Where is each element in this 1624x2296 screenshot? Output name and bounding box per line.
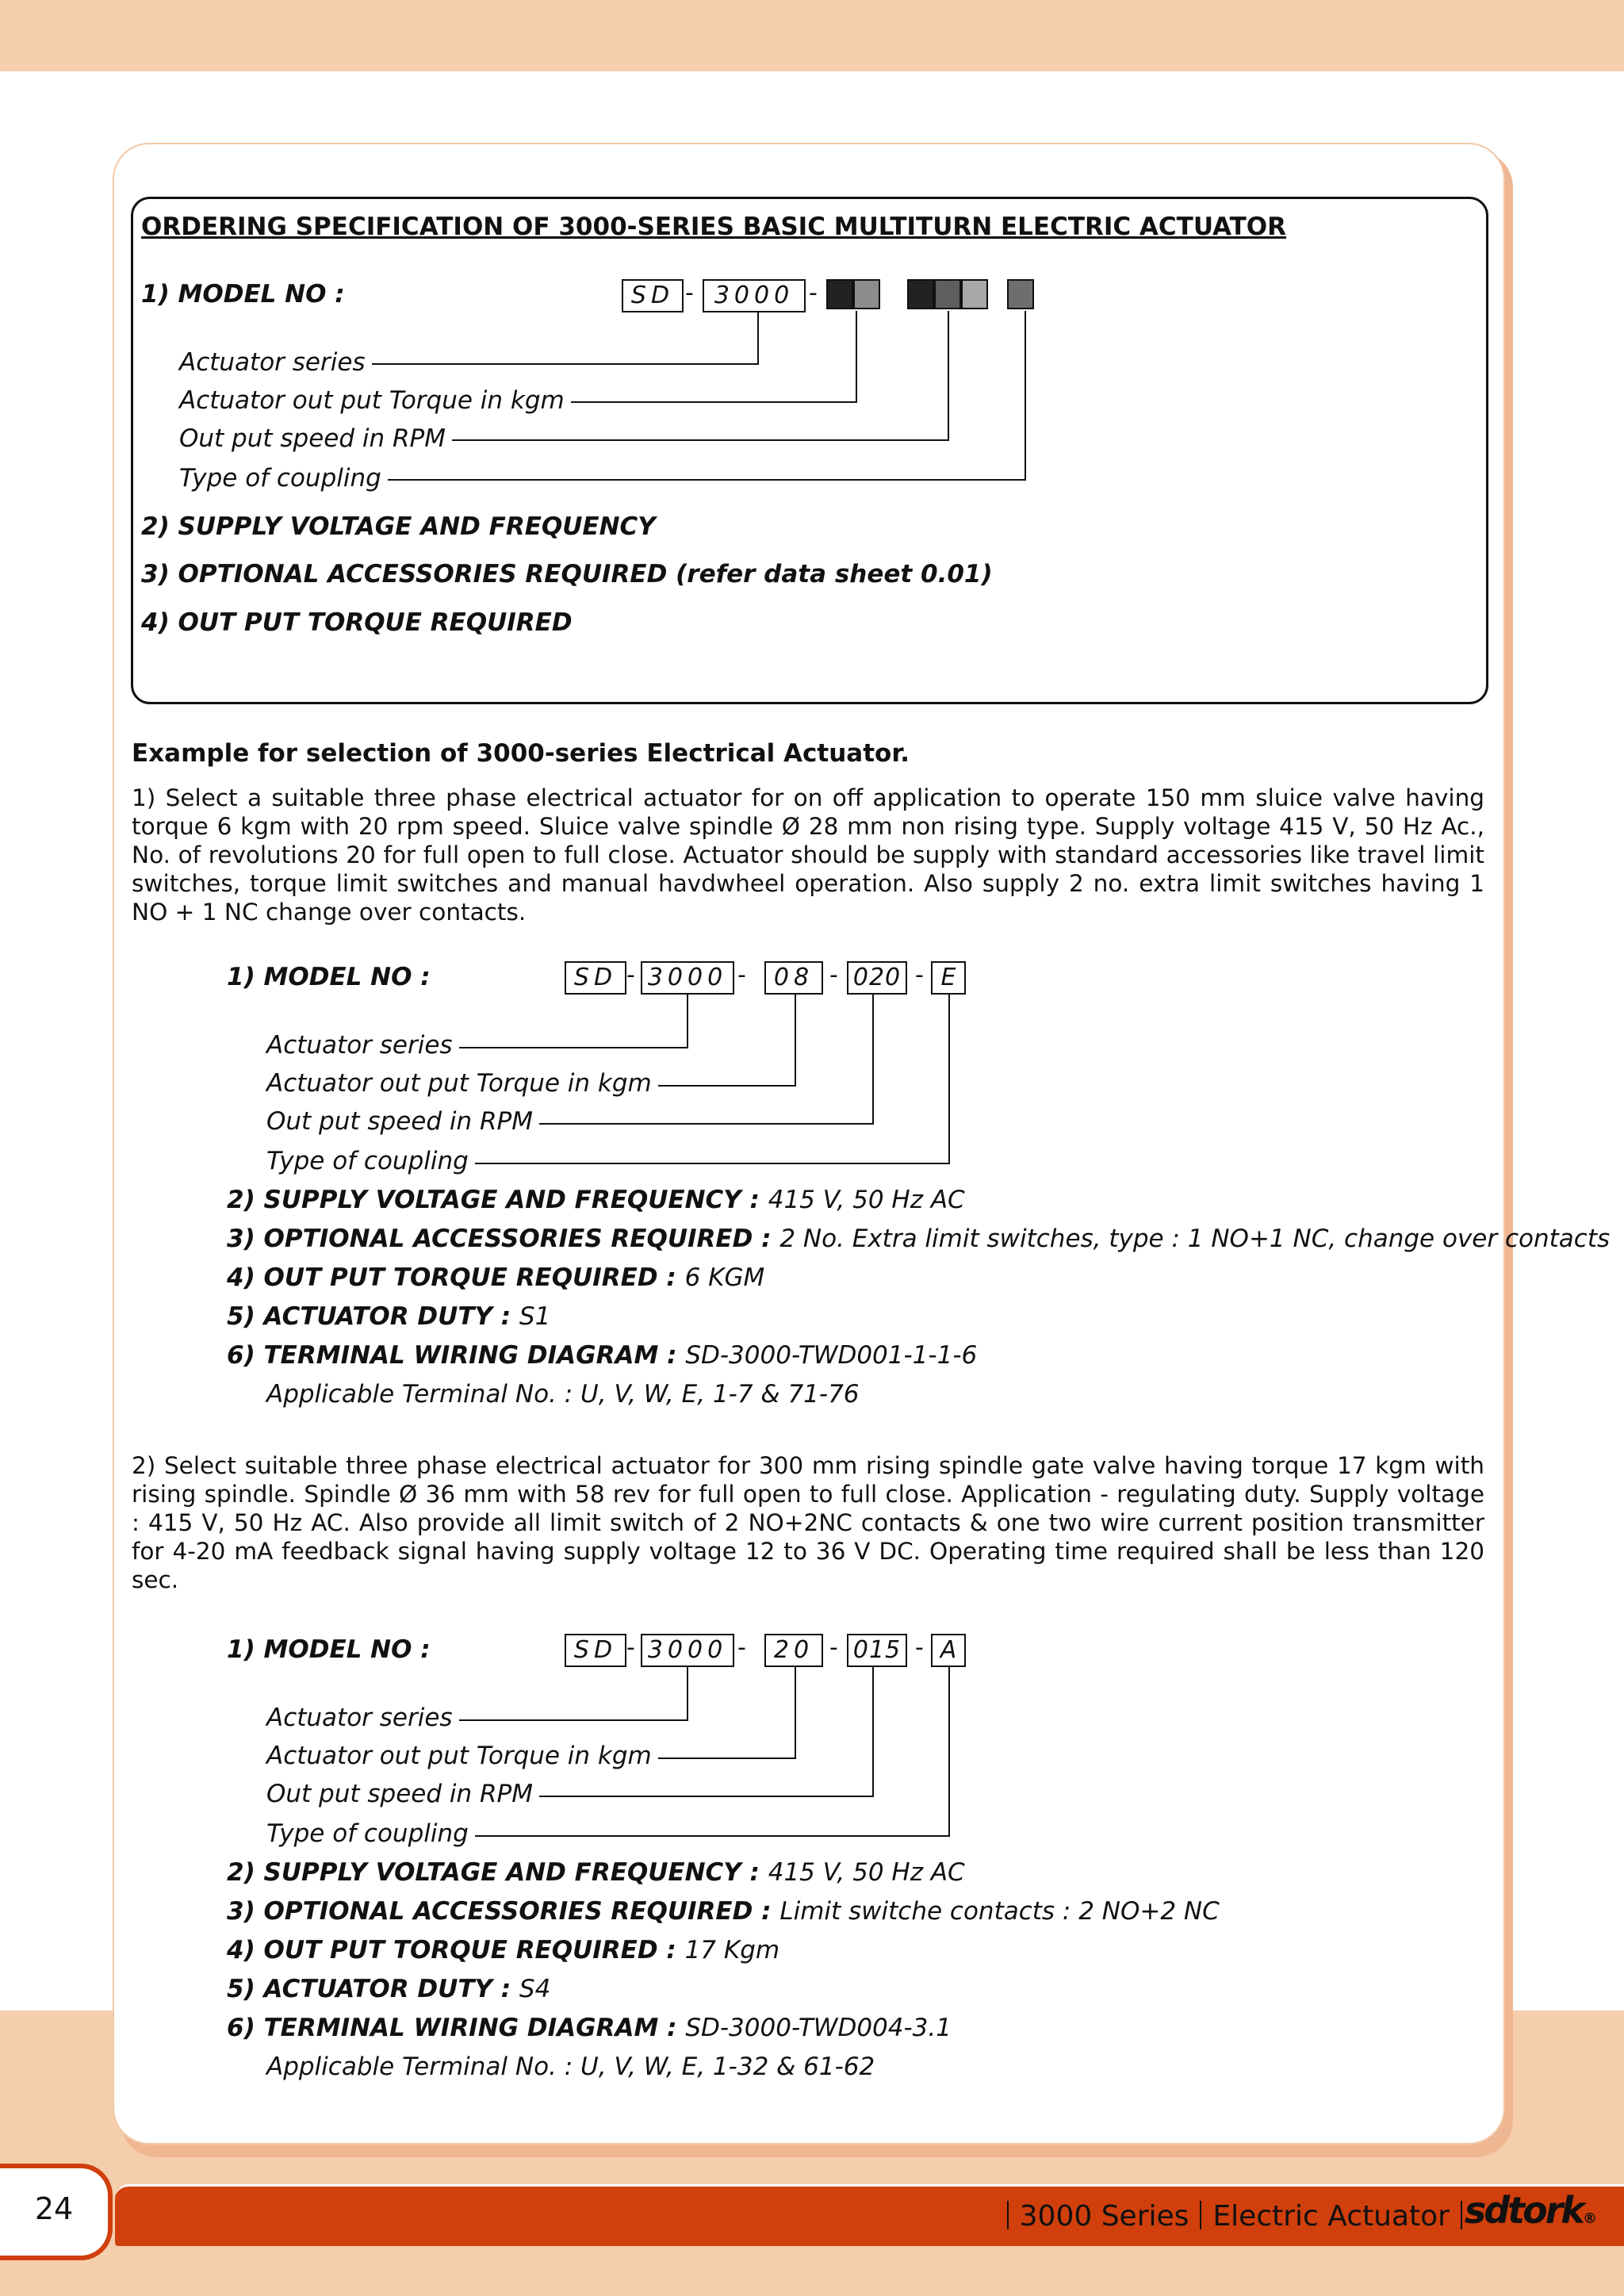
connector-line bbox=[948, 993, 950, 1164]
code-dash: - bbox=[915, 1634, 924, 1662]
field-label: Actuator out put Torque in kgm bbox=[266, 1742, 658, 1770]
ex2-item: 2) SUPPLY VOLTAGE AND FREQUENCY : 415 V, 50 Hz AC bbox=[227, 1858, 965, 1887]
ex2-code-speed: 015 bbox=[847, 1634, 907, 1667]
ex2-terminals: Applicable Terminal No. : U, V, W, E, 1-32 & 61-62 bbox=[266, 2053, 875, 2081]
connector-line bbox=[555, 401, 857, 403]
spec-model-label: 1) MODEL NO : bbox=[141, 280, 345, 309]
field-label: Type of coupling bbox=[179, 464, 388, 493]
code-dash: - bbox=[685, 279, 694, 307]
speed-digit-box-2 bbox=[934, 279, 961, 309]
ex1-code-series: 3000 bbox=[641, 961, 734, 995]
ex1-item: 5) ACTUATOR DUTY : S1 bbox=[227, 1302, 551, 1331]
spec-item-accessories: 3) OPTIONAL ACCESSORIES REQUIRED (refer data sheet 0.01) bbox=[141, 560, 993, 588]
connector-line bbox=[527, 1796, 874, 1797]
brand-name: sdtork bbox=[1464, 2189, 1583, 2232]
registered-mark: ® bbox=[1583, 2210, 1597, 2227]
torque-digit-box-1 bbox=[826, 279, 853, 309]
coupling-box bbox=[1007, 279, 1034, 309]
field-label: Actuator out put Torque in kgm bbox=[266, 1069, 658, 1098]
field-label: Type of coupling bbox=[266, 1147, 475, 1175]
connector-line bbox=[795, 1665, 796, 1759]
speed-digit-box-1 bbox=[907, 279, 934, 309]
connector-line bbox=[856, 311, 857, 403]
ex1-item: 3) OPTIONAL ACCESSORIES REQUIRED : 2 No. Extra limit switches, type : 1 NO+1 NC, change over contacts bbox=[227, 1225, 1611, 1253]
footer-divider bbox=[1461, 2201, 1462, 2229]
torque-digit-box-2 bbox=[853, 279, 880, 309]
spec-item-torque: 4) OUT PUT TORQUE REQUIRED bbox=[141, 608, 573, 637]
ex1-item: 4) OUT PUT TORQUE REQUIRED : 6 KGM bbox=[227, 1263, 765, 1292]
example-2-paragraph: 2) Select suitable three phase electrical actuator for 300 mm rising spindle gate valve having torque 17 kgm with rising spindle. Spindle Ø 36 mm with 58 rev for full open to full close. Application - regulating duty. Supply voltage : 415 V, 50 Hz AC. Also provide all limit switch of 2 NO+2NC contacts & one two wire current position transmitter for 4-20 mA feedback signal having supply voltage 12 to 36 V DC. Operating time required shall be less than 120 sec. bbox=[132, 1452, 1484, 1593]
speed-digit-box-3 bbox=[961, 279, 988, 309]
ex2-code-coupling: A bbox=[931, 1634, 966, 1667]
footer-product: Electric Actuator bbox=[1212, 2200, 1450, 2233]
ex1-code-prefix: SD bbox=[565, 961, 626, 995]
spec-heading: ORDERING SPECIFICATION OF 3000-SERIES BASIC MULTITURN ELECTRIC ACTUATOR bbox=[141, 213, 1286, 241]
ex2-code-series: 3000 bbox=[641, 1634, 734, 1667]
connector-line bbox=[687, 1665, 688, 1721]
connector-line bbox=[362, 363, 759, 365]
field-label: Actuator out put Torque in kgm bbox=[179, 386, 571, 415]
spec-item-supply: 2) SUPPLY VOLTAGE AND FREQUENCY bbox=[141, 512, 656, 541]
ex2-item: 6) TERMINAL WIRING DIAGRAM : SD-3000-TWD004-3.1 bbox=[227, 2014, 952, 2042]
connector-line bbox=[757, 311, 759, 365]
ex2-item: 5) ACTUATOR DUTY : S4 bbox=[227, 1975, 551, 2003]
ex1-terminals: Applicable Terminal No. : U, V, W, E, 1-7 & 71-76 bbox=[266, 1380, 866, 1409]
footer-divider bbox=[1200, 2201, 1201, 2229]
ex1-item: 2) SUPPLY VOLTAGE AND FREQUENCY : 415 V, 50 Hz AC bbox=[227, 1186, 965, 1214]
code-prefix-box: SD bbox=[622, 279, 684, 312]
ex1-code-coupling: E bbox=[931, 961, 966, 995]
ex1-item: 6) TERMINAL WIRING DIAGRAM : SD-3000-TWD001-1-1-6 bbox=[227, 1341, 978, 1370]
ex1-model-label: 1) MODEL NO : bbox=[227, 963, 431, 991]
brand-logo bbox=[1465, 2189, 1597, 2232]
field-label: Type of coupling bbox=[266, 1819, 475, 1848]
ex2-model-label: 1) MODEL NO : bbox=[227, 1635, 431, 1664]
code-dash: - bbox=[809, 279, 818, 307]
ex2-item: 3) OPTIONAL ACCESSORIES REQUIRED : Limit switche contacts : 2 NO+2 NC bbox=[227, 1897, 1220, 1926]
connector-line bbox=[456, 1047, 688, 1048]
code-dash: - bbox=[829, 961, 838, 989]
field-label: Actuator series bbox=[179, 348, 372, 377]
connector-line bbox=[441, 439, 949, 441]
ex1-code-torque: 08 bbox=[764, 961, 823, 995]
connector-line bbox=[456, 1719, 688, 1721]
example-1-paragraph: 1) Select a suitable three phase electrical actuator for on off application to operate 150 mm sluice valve having torque 6 kgm with 20 rpm speed. Sluice valve spindle Ø 28 mm non rising type. Supply voltage 415 V, 50 Hz Ac., No. of revolutions 20 for full open to full close. Actuator should be supply with standard accessories like travel limit switches, torque limit switches and manual havdwheel operation. Also supply 2 no. extra limit switches having 1 NO + 1 NC change over contacts. bbox=[132, 784, 1484, 926]
connector-line bbox=[872, 1665, 874, 1797]
ex1-code-speed: 020 bbox=[847, 961, 907, 995]
connector-line bbox=[463, 1163, 950, 1164]
top-band bbox=[0, 0, 1624, 71]
example-heading: Example for selection of 3000-series Electrical Actuator. bbox=[132, 739, 910, 768]
connector-line bbox=[687, 993, 688, 1048]
connector-line bbox=[948, 311, 949, 441]
code-dash: - bbox=[915, 961, 924, 989]
field-label: Out put speed in RPM bbox=[179, 424, 452, 453]
footer-title bbox=[996, 2200, 1473, 2233]
connector-line bbox=[638, 1757, 796, 1759]
connector-line bbox=[463, 1835, 950, 1837]
footer-divider bbox=[1007, 2201, 1009, 2229]
page-number: 24 bbox=[34, 2191, 74, 2226]
ex2-item: 4) OUT PUT TORQUE REQUIRED : 17 Kgm bbox=[227, 1936, 780, 1964]
connector-line bbox=[872, 993, 874, 1125]
code-dash: - bbox=[737, 961, 746, 989]
footer-series: 3000 Series bbox=[1019, 2200, 1189, 2233]
connector-line bbox=[1025, 311, 1026, 481]
code-dash: - bbox=[829, 1634, 838, 1662]
code-dash: - bbox=[737, 1634, 746, 1662]
code-dash: - bbox=[626, 961, 635, 989]
connector-line bbox=[948, 1665, 950, 1837]
code-dash: - bbox=[626, 1634, 635, 1662]
code-series-box: 3000 bbox=[703, 279, 806, 312]
field-label: Out put speed in RPM bbox=[266, 1107, 539, 1136]
ex2-code-prefix: SD bbox=[565, 1634, 626, 1667]
field-label: Actuator series bbox=[266, 1704, 459, 1732]
field-label: Actuator series bbox=[266, 1031, 459, 1060]
connector-line bbox=[527, 1123, 874, 1125]
connector-line bbox=[795, 993, 796, 1087]
ex2-code-torque: 20 bbox=[764, 1634, 823, 1667]
field-label: Out put speed in RPM bbox=[266, 1780, 539, 1808]
connector-line bbox=[638, 1085, 796, 1087]
connector-line bbox=[379, 479, 1026, 481]
